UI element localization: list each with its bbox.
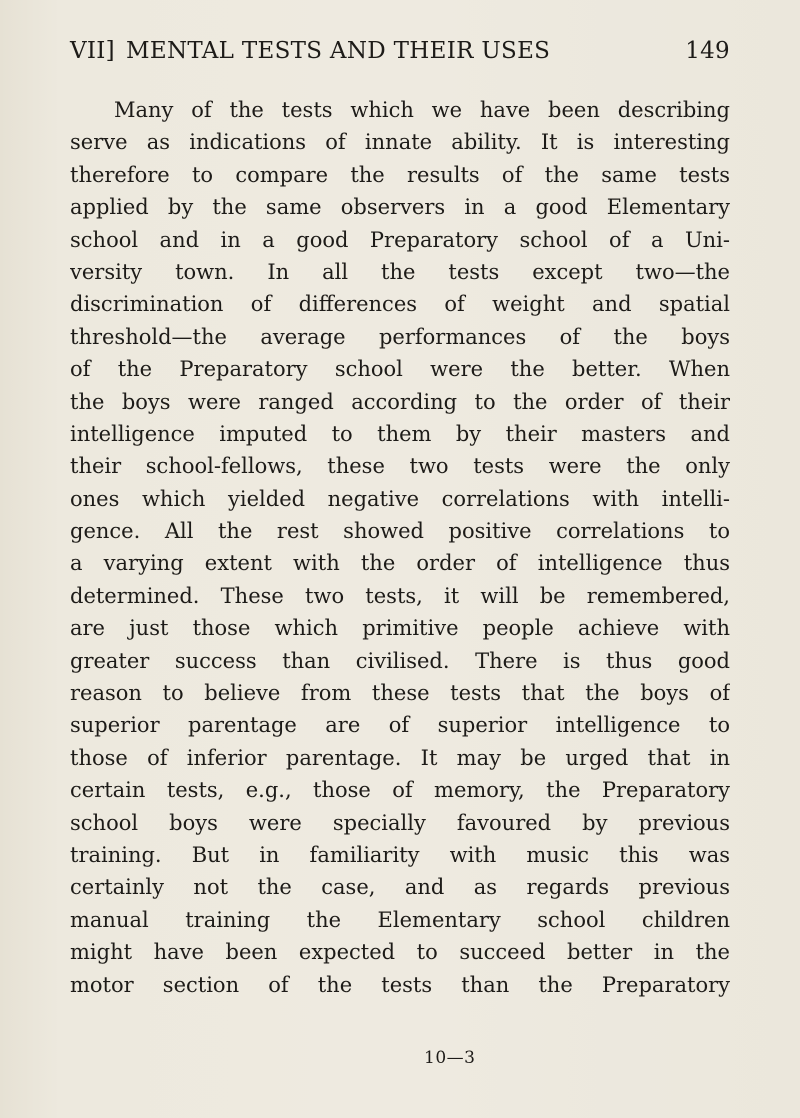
text-line: school and in a good Preparatory school of a Uni- <box>70 227 730 252</box>
text-line: greater success than civilised. There is thus good <box>70 648 730 673</box>
body-text <box>70 94 730 1001</box>
text-line: determined. These two tests, it will be remembered, <box>70 583 730 608</box>
running-title: MENTAL TESTS AND THEIR USES <box>126 38 551 64</box>
text-line: superior parentage are of superior intelligence to <box>70 713 730 738</box>
text-line: the boys were ranged according to the order of their <box>70 389 730 414</box>
text-line: therefore to compare the results of the same tests <box>70 162 730 187</box>
text-line: a varying extent with the order of intelligence thus <box>70 551 730 576</box>
text-line: training. But in familiarity with music this was <box>70 842 730 867</box>
text-line: applied by the same observers in a good Elementary <box>70 195 730 220</box>
text-line: certainly not the case, and as regards previous <box>70 875 730 900</box>
text-line: threshold—the average performances of the boys <box>70 324 730 349</box>
text-line: school boys were specially favoured by previous <box>70 810 730 835</box>
text-line: are just those which primitive people achieve with <box>70 616 730 641</box>
text-line: Many of the tests which we have been describing <box>114 98 730 122</box>
text-line: those of inferior parentage. It may be urged that in <box>70 745 730 770</box>
text-line: gence. All the rest showed positive correlations to <box>70 519 730 544</box>
text-line: their school-fellows, these two tests were the only <box>70 454 730 479</box>
signature-mark: 10—3 <box>424 1048 476 1068</box>
chapter-number: VII] <box>70 38 115 64</box>
text-line: certain tests, e.g., those of memory, the Preparatory <box>70 778 730 803</box>
text-line: ones which yielded negative correlations with intelli- <box>70 486 730 511</box>
text-line: might have been expected to succeed better in the <box>70 940 730 965</box>
text-line: intelligence imputed to them by their masters and <box>70 421 730 446</box>
running-header <box>70 38 730 70</box>
text-line: motor section of the tests than the Preparatory <box>70 972 730 997</box>
text-line: reason to believe from these tests that the boys of <box>70 681 730 706</box>
text-line: versity town. In all the tests except two—the <box>70 259 730 284</box>
text-line: discrimination of differences of weight and spatial <box>70 292 730 317</box>
page-number: 149 <box>685 38 730 64</box>
text-line: serve as indications of innate ability. It is interesting <box>70 130 730 155</box>
text-line: manual training the Elementary school children <box>70 907 730 932</box>
text-line: of the Preparatory school were the better. When <box>70 357 730 382</box>
